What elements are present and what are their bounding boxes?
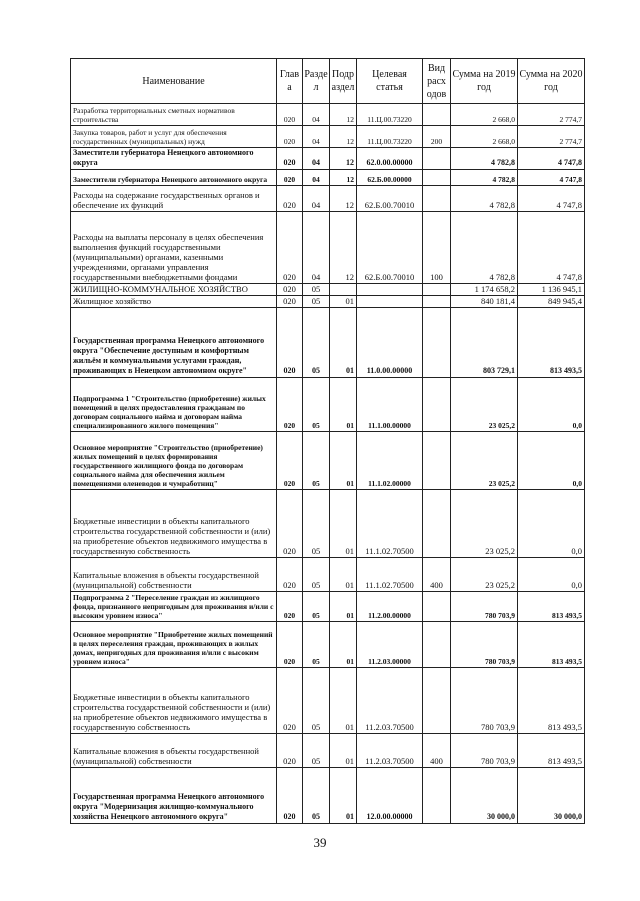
cell-glava: 020 <box>277 432 303 490</box>
header-name: Наименование <box>71 59 277 104</box>
cell-podrazdel: 01 <box>330 490 357 558</box>
cell-podrazdel: 01 <box>330 378 357 432</box>
cell-glava: 020 <box>277 768 303 824</box>
cell-sum2019: 4 782,8 <box>451 212 518 284</box>
cell-name: Разработка территориальных сметных нормативов строительства <box>71 104 277 126</box>
cell-podrazdel: 12 <box>330 104 357 126</box>
table-row <box>71 284 585 296</box>
cell-vid <box>423 186 451 212</box>
table-row <box>71 558 585 592</box>
cell-sum2019: 780 703,9 <box>451 592 518 622</box>
cell-target: 62.Б.00.70010 <box>357 186 423 212</box>
table-row <box>71 186 585 212</box>
cell-razdel: 05 <box>303 734 330 768</box>
cell-sum2020: 4 747,8 <box>518 212 585 284</box>
cell-podrazdel: 01 <box>330 622 357 668</box>
cell-sum2019: 780 703,9 <box>451 622 518 668</box>
cell-glava: 020 <box>277 308 303 378</box>
cell-vid <box>423 284 451 296</box>
cell-sum2019: 2 668,0 <box>451 126 518 148</box>
cell-sum2019: 23 025,2 <box>451 432 518 490</box>
cell-vid <box>423 592 451 622</box>
table-header-row <box>71 59 585 104</box>
header-podrazdel: Подр аздел <box>330 59 357 104</box>
cell-sum2020: 2 774,7 <box>518 104 585 126</box>
cell-target: 11.1.02.70500 <box>357 558 423 592</box>
cell-name: Бюджетные инвестиции в объекты капитального строительства государственной собственности и (или) на приобретение объектов недвижимого имущества в государственную собственность <box>71 668 277 734</box>
cell-sum2020: 813 493,5 <box>518 592 585 622</box>
cell-razdel: 05 <box>303 622 330 668</box>
cell-target: 11.Ц.00.73220 <box>357 126 423 148</box>
table-row <box>71 170 585 186</box>
table-row <box>71 308 585 378</box>
cell-vid <box>423 148 451 170</box>
cell-sum2020: 4 747,8 <box>518 148 585 170</box>
cell-target: 11.0.00.00000 <box>357 308 423 378</box>
cell-name: ЖИЛИЩНО-КОММУНАЛЬНОЕ ХОЗЯЙСТВО <box>71 284 277 296</box>
cell-podrazdel: 01 <box>330 734 357 768</box>
table-row <box>71 378 585 432</box>
table-row <box>71 212 585 284</box>
cell-razdel: 05 <box>303 558 330 592</box>
cell-target: 11.2.03.70500 <box>357 668 423 734</box>
cell-name: Основное мероприятие "Строительство (приобретение) жилых помещений в целях формирования государственного жилищного фонда по договорам социального найма для обеспечения жильем помещениями оленеводов и чумработниц" <box>71 432 277 490</box>
cell-sum2020: 0,0 <box>518 378 585 432</box>
cell-target: 62.Б.00.00000 <box>357 170 423 186</box>
cell-sum2019: 4 782,8 <box>451 148 518 170</box>
cell-vid <box>423 104 451 126</box>
cell-glava: 020 <box>277 378 303 432</box>
cell-name: Капитальные вложения в объекты государственной (муниципальной) собственности <box>71 734 277 768</box>
table-row <box>71 104 585 126</box>
cell-podrazdel: 12 <box>330 170 357 186</box>
cell-sum2019: 840 181,4 <box>451 296 518 308</box>
cell-vid <box>423 170 451 186</box>
cell-sum2019: 780 703,9 <box>451 734 518 768</box>
cell-razdel: 05 <box>303 668 330 734</box>
cell-razdel: 05 <box>303 296 330 308</box>
cell-razdel: 04 <box>303 186 330 212</box>
cell-sum2020: 813 493,5 <box>518 308 585 378</box>
cell-glava: 020 <box>277 212 303 284</box>
cell-glava: 020 <box>277 126 303 148</box>
table-row <box>71 490 585 558</box>
cell-name: Заместители губернатора Ненецкого автономного округа <box>71 170 277 186</box>
cell-name: Жилищное хозяйство <box>71 296 277 308</box>
cell-name: Основное мероприятие "Приобретение жилых помещений в целях переселения граждан, проживающих в жилых домах, непригодных для проживания и/или с высоким уровнем износа" <box>71 622 277 668</box>
cell-razdel: 05 <box>303 490 330 558</box>
cell-glava: 020 <box>277 148 303 170</box>
cell-sum2020: 813 493,5 <box>518 734 585 768</box>
cell-target: 11.2.00.00000 <box>357 592 423 622</box>
cell-glava: 020 <box>277 734 303 768</box>
cell-name: Подпрограмма 1 "Строительство (приобретение) жилых помещений в целях предоставления гражданам по договорам социального найма и договорам найма специализированного жилого помещения" <box>71 378 277 432</box>
cell-name: Бюджетные инвестиции в объекты капитального строительства государственной собственности и (или) на приобретение объектов недвижимого имущества в государственную собственность <box>71 490 277 558</box>
cell-target: 11.1.02.70500 <box>357 490 423 558</box>
cell-sum2019: 23 025,2 <box>451 558 518 592</box>
cell-razdel: 04 <box>303 126 330 148</box>
cell-podrazdel: 12 <box>330 148 357 170</box>
cell-podrazdel: 12 <box>330 186 357 212</box>
header-vid: Вид расх одов <box>423 59 451 104</box>
cell-podrazdel: 12 <box>330 126 357 148</box>
cell-razdel: 05 <box>303 592 330 622</box>
page-number: 39 <box>313 835 327 850</box>
cell-sum2020: 849 945,4 <box>518 296 585 308</box>
cell-podrazdel: 01 <box>330 768 357 824</box>
cell-target: 11.Ц.00.73220 <box>357 104 423 126</box>
cell-razdel: 05 <box>303 378 330 432</box>
cell-vid <box>423 308 451 378</box>
cell-vid <box>423 668 451 734</box>
cell-glava: 020 <box>277 592 303 622</box>
budget-table <box>70 58 585 824</box>
cell-podrazdel: 01 <box>330 432 357 490</box>
cell-vid: 400 <box>423 558 451 592</box>
cell-podrazdel: 12 <box>330 212 357 284</box>
cell-name: Расходы на содержание государственных органов и обеспечение их функций <box>71 186 277 212</box>
cell-name: Капитальные вложения в объекты государственной (муниципальной) собственности <box>71 558 277 592</box>
cell-sum2019: 780 703,9 <box>451 668 518 734</box>
cell-name: Государственная программа Ненецкого автономного округа "Обеспечение доступным и комфортным жильём и коммунальными услугами граждан, проживающих в Ненецком автономном округе" <box>71 308 277 378</box>
cell-sum2020: 1 136 945,1 <box>518 284 585 296</box>
cell-podrazdel: 01 <box>330 558 357 592</box>
cell-razdel: 04 <box>303 104 330 126</box>
cell-razdel: 04 <box>303 148 330 170</box>
cell-vid: 200 <box>423 126 451 148</box>
cell-vid: 100 <box>423 212 451 284</box>
budget-sheet <box>70 58 584 824</box>
cell-razdel: 04 <box>303 212 330 284</box>
table-row <box>71 768 585 824</box>
cell-target: 11.1.02.00000 <box>357 432 423 490</box>
cell-glava: 020 <box>277 490 303 558</box>
cell-name: Расходы на выплаты персоналу в целях обеспечения выполнения функций государственными (муниципальными) органами, казенными учреждениями, органами управления государственными внебюджетными фондами <box>71 212 277 284</box>
cell-razdel: 05 <box>303 432 330 490</box>
table-row <box>71 668 585 734</box>
cell-sum2020: 0,0 <box>518 490 585 558</box>
cell-podrazdel: 01 <box>330 296 357 308</box>
header-glava: Глав а <box>277 59 303 104</box>
cell-razdel: 05 <box>303 284 330 296</box>
cell-target: 12.0.00.00000 <box>357 768 423 824</box>
cell-target: 62.0.00.00000 <box>357 148 423 170</box>
cell-target: 11.2.03.00000 <box>357 622 423 668</box>
cell-sum2019: 4 782,8 <box>451 186 518 212</box>
table-row <box>71 126 585 148</box>
cell-podrazdel: 01 <box>330 668 357 734</box>
cell-sum2020: 0,0 <box>518 432 585 490</box>
cell-name: Закупка товаров, работ и услуг для обеспечения государственных (муниципальных) нужд <box>71 126 277 148</box>
header-razdel: Разде л <box>303 59 330 104</box>
cell-vid <box>423 622 451 668</box>
cell-sum2019: 4 782,8 <box>451 170 518 186</box>
cell-razdel: 05 <box>303 768 330 824</box>
header-target: Целевая статья <box>357 59 423 104</box>
cell-glava: 020 <box>277 170 303 186</box>
cell-sum2020: 4 747,8 <box>518 186 585 212</box>
cell-name: Подпрограмма 2 "Переселение граждан из жилищного фонда, признанного непригодным для проживания и/или с высоким уровнем износа" <box>71 592 277 622</box>
cell-target <box>357 284 423 296</box>
cell-vid: 400 <box>423 734 451 768</box>
cell-glava: 020 <box>277 284 303 296</box>
header-sum-2019: Сумма на 2019 год <box>451 59 518 104</box>
cell-sum2019: 803 729,1 <box>451 308 518 378</box>
table-row <box>71 622 585 668</box>
cell-vid <box>423 296 451 308</box>
cell-target: 62.Б.00.70010 <box>357 212 423 284</box>
cell-podrazdel <box>330 284 357 296</box>
cell-razdel: 05 <box>303 308 330 378</box>
table-row <box>71 734 585 768</box>
cell-glava: 020 <box>277 558 303 592</box>
table-row <box>71 592 585 622</box>
table-row <box>71 148 585 170</box>
header-sum-2020: Сумма на 2020 год <box>518 59 585 104</box>
cell-glava: 020 <box>277 186 303 212</box>
table-row <box>71 432 585 490</box>
cell-vid <box>423 768 451 824</box>
cell-glava: 020 <box>277 668 303 734</box>
table-row <box>71 296 585 308</box>
cell-glava: 020 <box>277 104 303 126</box>
cell-glava: 020 <box>277 622 303 668</box>
cell-name: Заместители губернатора Ненецкого автономного округа <box>71 148 277 170</box>
cell-podrazdel: 01 <box>330 308 357 378</box>
cell-sum2020: 813 493,5 <box>518 668 585 734</box>
cell-sum2019: 2 668,0 <box>451 104 518 126</box>
cell-sum2019: 23 025,2 <box>451 378 518 432</box>
cell-sum2020: 813 493,5 <box>518 622 585 668</box>
cell-sum2019: 23 025,2 <box>451 490 518 558</box>
cell-sum2020: 4 747,8 <box>518 170 585 186</box>
cell-vid <box>423 432 451 490</box>
cell-vid <box>423 490 451 558</box>
cell-sum2020: 2 774,7 <box>518 126 585 148</box>
cell-name: Государственная программа Ненецкого автономного округа "Модернизация жилищно-коммунального хозяйства Ненецкого автономного округа" <box>71 768 277 824</box>
cell-vid <box>423 378 451 432</box>
cell-sum2019: 30 000,0 <box>451 768 518 824</box>
cell-podrazdel: 01 <box>330 592 357 622</box>
cell-razdel: 04 <box>303 170 330 186</box>
cell-target: 11.2.03.70500 <box>357 734 423 768</box>
cell-sum2020: 30 000,0 <box>518 768 585 824</box>
cell-target <box>357 296 423 308</box>
cell-sum2020: 0,0 <box>518 558 585 592</box>
cell-glava: 020 <box>277 296 303 308</box>
cell-sum2019: 1 174 658,2 <box>451 284 518 296</box>
cell-target: 11.1.00.00000 <box>357 378 423 432</box>
